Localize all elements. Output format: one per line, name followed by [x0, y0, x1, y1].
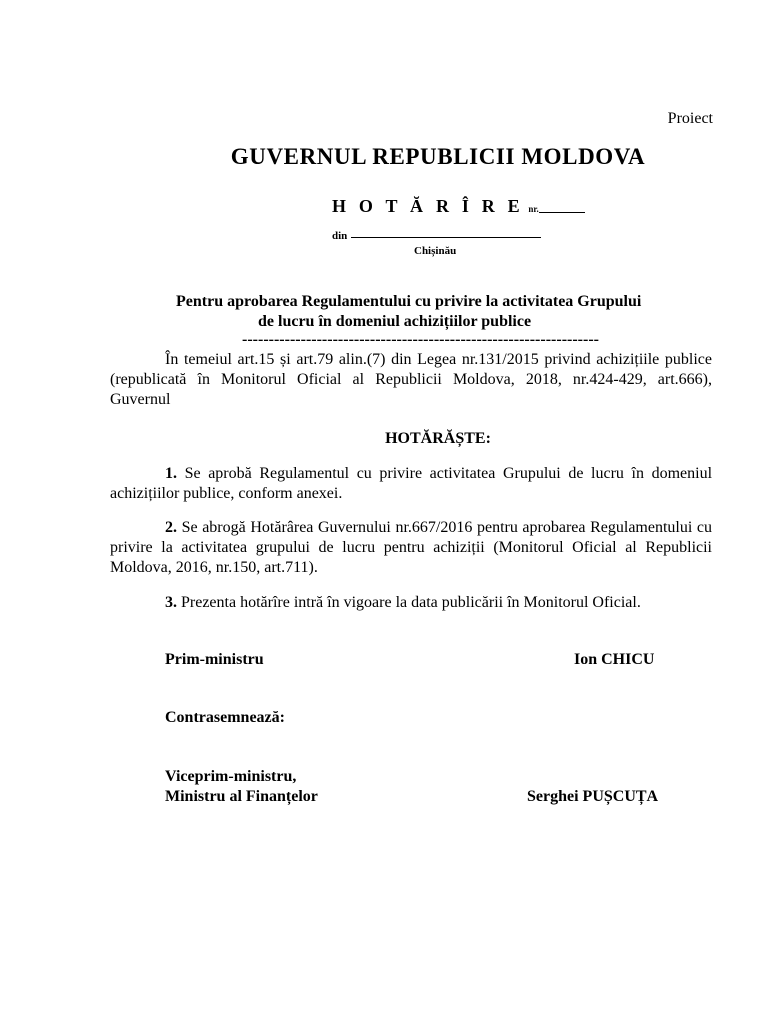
decision-title: H O T Ă R Î R E: [332, 196, 524, 216]
deputy-pm-title-line-1: Viceprim-ministru,: [165, 768, 297, 785]
decision-subject: [110, 292, 768, 332]
dashed-separator: -------------------------------------------------------------------: [242, 331, 599, 348]
date-blank: [351, 237, 541, 238]
number-blank: [539, 212, 585, 213]
decision-heading: [332, 196, 585, 217]
subject-line-1: Pentru aprobarea Regulamentului cu privire la activitatea Grupului: [176, 293, 642, 310]
draft-label: Proiect: [667, 110, 713, 127]
article-3-number: 3.: [165, 594, 177, 611]
deputy-pm-name: Serghei PUȘCUȚA: [527, 788, 659, 805]
article-2: [110, 518, 712, 578]
article-3-text: Prezenta hotărîre intră în vigoare la data publicării în Monitorul Oficial.: [181, 594, 641, 611]
subject-line-2: de lucru în domeniul achizițiilor publice: [258, 313, 532, 330]
place-label: Chișinău: [414, 245, 457, 257]
article-1: [110, 464, 712, 504]
deputy-pm-title-line-2: Ministru al Finanțelor: [165, 788, 318, 805]
preamble-paragraph: În temeiul art.15 și art.79 alin.(7) din Legea nr.131/2015 privind achizițiile publice (republicată în Monitorul Oficial al Republicii Moldova, 2018, nr.424-429, art.666), Guvernul: [110, 351, 712, 408]
date-label: din: [332, 230, 348, 242]
prime-minister-title: Prim-ministru: [165, 651, 264, 668]
article-1-text: Se aprobă Regulamentul cu privire activitatea Grupului de lucru în domeniul achizițiilor publice, conform anexei.: [110, 465, 713, 502]
government-title: GUVERNUL REPUBLICII MOLDOVA: [230, 144, 646, 169]
article-3: [110, 593, 712, 613]
article-1-number: 1.: [165, 465, 177, 482]
article-2-number: 2.: [165, 519, 177, 536]
decides-heading: HOTĂRĂȘTE:: [385, 430, 491, 447]
countersign-label: Contrasemnează:: [165, 709, 285, 726]
prime-minister-name: Ion CHICU: [574, 651, 655, 668]
number-label: nr.: [528, 204, 539, 214]
date-line: [332, 230, 541, 242]
article-2-text: Se abrogă Hotărârea Guvernului nr.667/2016 pentru aprobarea Regulamentului cu privire la activitatea grupului de lucru pentru achiziții (Monitorul Oficial al Republicii Moldova, 2016, nr.150, art.711).: [110, 519, 713, 576]
